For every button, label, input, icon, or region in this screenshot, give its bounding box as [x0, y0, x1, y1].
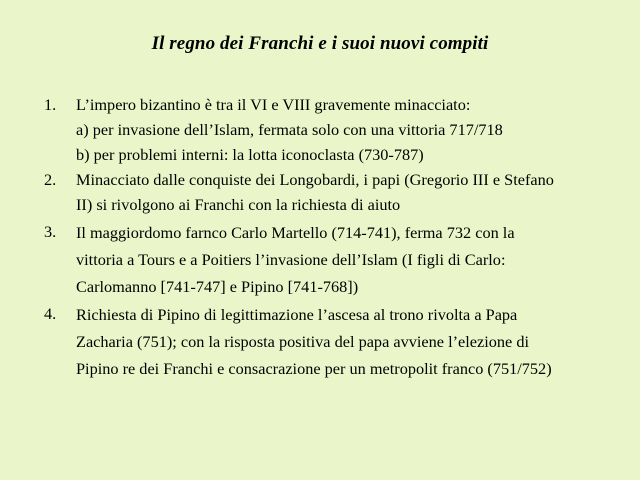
list-item-line: Minacciato dalle conquiste dei Longobardi, i papi (Gregorio III e Stefano — [76, 170, 554, 189]
list-item-line: Il maggiordomo farnco Carlo Martello (714-741), ferma 732 con la — [76, 223, 515, 242]
list-item-3 — [0, 219, 640, 300]
list-item-line: Zacharia (751); con la risposta positiva del papa avviene l’elezione di — [76, 332, 529, 351]
list-item-line: Carlomanno [741-747] e Pipino [741-768]) — [76, 277, 359, 296]
list-item-line: Pipino re dei Franchi e consacrazione per un metropolit franco (751/752) — [76, 359, 552, 378]
list-item-line: Richiesta di Pipino di legittimazione l’ascesa al trono rivolta a Papa — [76, 305, 518, 324]
list-item-line: II) si rivolgono ai Franchi con la richiesta di aiuto — [76, 195, 401, 214]
list-item-number: 3. — [44, 222, 57, 241]
list-item-line: L’impero bizantino è tra il VI e VIII gravemente minacciato: — [76, 95, 471, 114]
list-item-line: b) per problemi interni: la lotta iconoclasta (730-787) — [76, 145, 424, 164]
list-item-2 — [0, 167, 640, 217]
list-item-1 — [0, 92, 640, 167]
list-item-4 — [0, 301, 640, 382]
list-item-line: a) per invasione dell’Islam, fermata solo con una vittoria 717/718 — [76, 120, 503, 139]
list-item-line: vittoria a Tours e a Poitiers l’invasione dell’Islam (I figli di Carlo: — [76, 250, 506, 269]
slide-title: Il regno dei Franchi e i suoi nuovi compiti — [151, 33, 489, 54]
list-item-number: 2. — [44, 170, 57, 189]
numbered-list — [0, 92, 640, 382]
list-item-number: 4. — [44, 304, 57, 323]
list-item-number: 1. — [44, 95, 57, 114]
